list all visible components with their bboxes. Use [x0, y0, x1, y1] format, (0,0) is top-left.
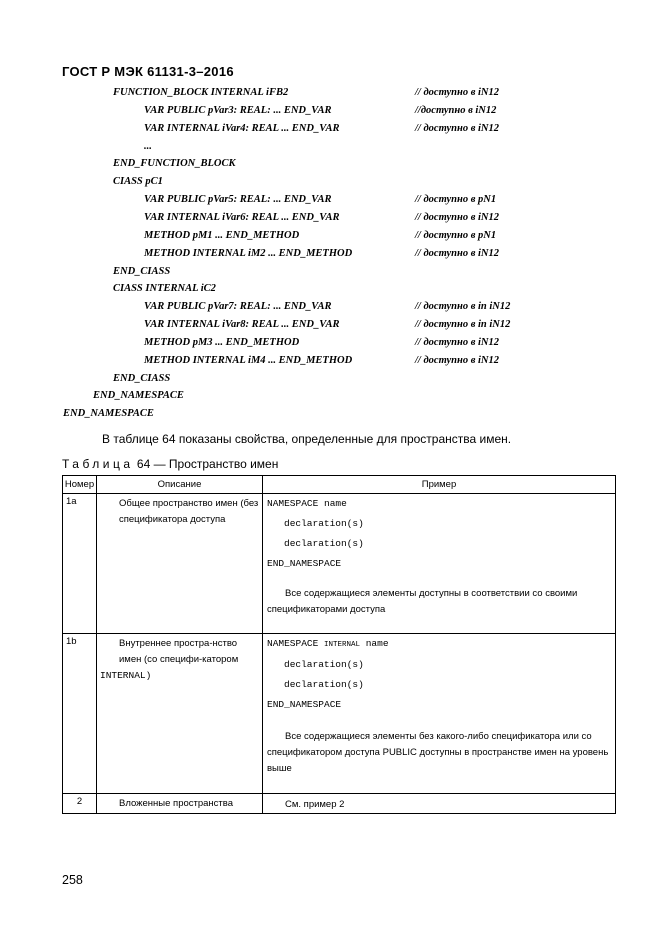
code-line: METHOD pM3 ... END_METHOD	[144, 336, 300, 348]
row-number: 1b	[63, 634, 97, 794]
code-comment: // доступно в pN1	[415, 194, 497, 206]
code-line	[263, 634, 615, 655]
code-comment: // доступно в iN12	[415, 354, 500, 366]
row-example	[263, 494, 616, 634]
code-comment: // доступно в in iN12	[415, 301, 511, 313]
row-note	[263, 794, 615, 813]
row-note-text: Все содержащиеся элементы доступны в соответствии со своими спецификаторами доступа	[267, 588, 578, 615]
code-line: END_NAMESPACE	[267, 558, 342, 569]
code-line: VAR PUBLIC pVar7: REAL: ... END_VAR	[144, 301, 332, 313]
row-description-text: Вложенные пространства	[119, 798, 233, 809]
table-header-row	[63, 476, 616, 494]
code-line: END_CIASS	[113, 265, 171, 277]
code-line: METHOD pM1 ... END_METHOD	[144, 229, 300, 241]
code-name: name	[360, 638, 389, 649]
row-example	[263, 794, 616, 814]
code-comment: // доступно в in iN12	[415, 319, 511, 331]
table-row	[63, 494, 616, 634]
code-comment: // доступно в iN12	[415, 247, 500, 259]
row-number: 1a	[63, 494, 97, 634]
code-keyword: NAMESPACE	[267, 638, 325, 649]
row-note-text: Все содержащиеся элементы без какого-либо спецификатора или со спецификатором доступа PUBLIC доступны в пространстве имен на уровень выше	[267, 731, 609, 774]
code-comment: // доступно в iN12	[415, 336, 500, 348]
row-description-text: Внутреннее простра-нство имен (со специфи-катором	[119, 638, 239, 665]
code-line: declaration(s)	[284, 679, 364, 690]
header-desc: Описание	[97, 476, 263, 494]
code-line: END_CIASS	[113, 372, 171, 384]
row-number: 2	[63, 794, 97, 814]
code-line: declaration(s)	[284, 518, 364, 529]
row-note	[263, 586, 615, 618]
code-comment: //доступно в iN12	[415, 104, 497, 116]
row-example	[263, 634, 616, 794]
code-line: CIASS pC1	[113, 176, 163, 188]
code-comment: // доступно в iN12	[415, 211, 500, 223]
code-line: VAR INTERNAL iVar4: REAL ... END_VAR	[144, 122, 340, 134]
table-row	[63, 634, 616, 794]
code-comment: // доступно в iN12	[415, 87, 500, 98]
header-example: Пример	[263, 476, 616, 494]
namespace-table	[62, 475, 616, 814]
row-description	[97, 494, 263, 634]
row-note-text: См. пример 2	[285, 799, 345, 810]
code-line: ...	[144, 140, 152, 152]
code-line: VAR PUBLIC pVar3: REAL: ... END_VAR	[144, 104, 332, 116]
row-note	[263, 729, 615, 777]
row-description	[97, 794, 263, 814]
table-row	[63, 794, 616, 814]
body-paragraph: В таблице 64 показаны свойства, определенные для пространства имен.	[102, 432, 512, 446]
code-line: CIASS INTERNAL iC2	[113, 283, 216, 295]
code-line: METHOD INTERNAL iM4 ... END_METHOD	[144, 354, 353, 366]
code-line: METHOD INTERNAL iM2 ... END_METHOD	[144, 247, 353, 259]
code-line: NAMESPACE name	[267, 498, 347, 509]
code-line: VAR INTERNAL iVar6: REAL ... END_VAR	[144, 211, 340, 223]
table-caption	[62, 457, 278, 471]
page-number: 258	[62, 873, 83, 887]
code-keyword-internal: INTERNAL	[324, 641, 361, 649]
code-line: declaration(s)	[284, 538, 364, 549]
row-description-keyword: INTERNAL)	[100, 670, 152, 681]
code-line: declaration(s)	[284, 659, 364, 670]
code-line: VAR INTERNAL iVar8: REAL ... END_VAR	[144, 319, 340, 331]
table-caption-title: 64 — Пространство имен	[133, 457, 279, 471]
header-num: Номер	[63, 476, 97, 494]
code-line: END_NAMESPACE	[267, 699, 342, 710]
code-line: END_NAMESPACE	[93, 390, 184, 402]
code-comment: // доступно в pN1	[415, 229, 497, 241]
row-description	[97, 634, 263, 794]
table-caption-prefix: Таблица	[62, 457, 134, 471]
code-line: VAR PUBLIC pVar5: REAL: ... END_VAR	[144, 194, 332, 206]
code-line: END_NAMESPACE	[63, 408, 154, 420]
document-header: ГОСТ Р МЭК 61131-3–2016	[62, 64, 234, 79]
row-description-text: Общее пространство имен (без спецификатора доступа	[119, 498, 259, 525]
code-comment: // доступно в iN12	[415, 122, 500, 134]
code-line: END_FUNCTION_BLOCK	[113, 158, 236, 170]
code-line: FUNCTION_BLOCK INTERNAL iFB2	[113, 87, 289, 98]
